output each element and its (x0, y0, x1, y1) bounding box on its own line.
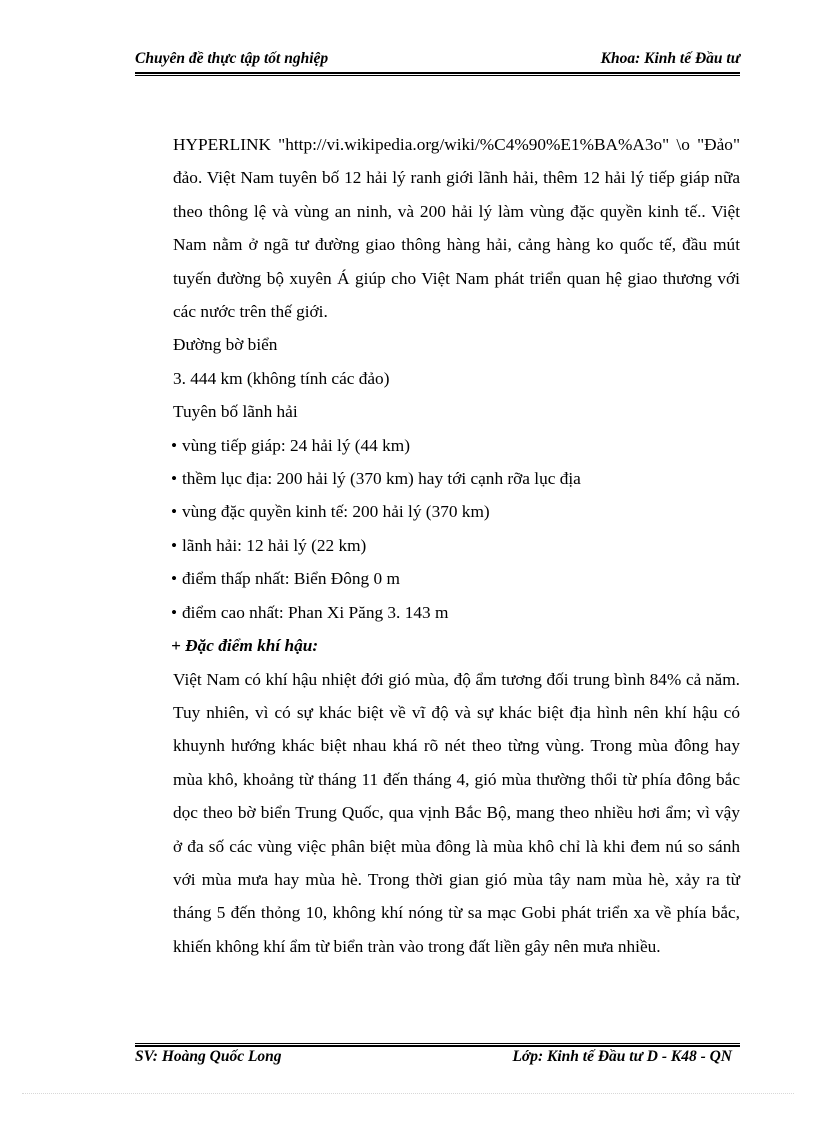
bullet-icon: • (171, 502, 178, 522)
list-item-text: vùng đặc quyền kinh tế: 200 hải lý (370 km) (182, 502, 490, 522)
climate-paragraph: Việt Nam có khí hậu nhiệt đới gió mùa, độ ẩm tương đối trung bình 84% cả năm. Tuy nhiên, vì có sự khác biệt về vĩ độ và sự khác biệt địa hình nên khí hậu có khuynh hướng khác biệt nhau khá rõ nét theo từng vùng. Trong mùa đông hay mùa khô, khoảng từ tháng 11 đến tháng 4, gió mùa thường thổi từ phía đông bắc dọc theo bờ biển Trung Quốc, qua vịnh Bắc Bộ, mang theo nhiều hơi ẩm; vì vậy ở đa số các vùng việc phân biệt mùa đông là mùa khô chỉ là khi đem nú so sánh với mùa mưa hay mùa hè. Trong thời gian gió mùa tây nam mùa hè, xảy ra từ tháng 5 đến thỏng 10, không khí nóng từ sa mạc Gobi phát triển xa về phía bắc, khiến không khí ẩm từ biển tràn vào trong đất liền gây nên mưa nhiều. (173, 669, 740, 956)
footer-student: SV: Hoàng Quốc Long (135, 1048, 282, 1065)
bullet-icon: • (171, 469, 178, 489)
page-footer (135, 1048, 740, 1070)
list-item (135, 596, 740, 629)
header-document-title: Chuyên đề thực tập tốt nghiệp (135, 50, 329, 67)
bullet-icon: • (171, 435, 178, 455)
list-item-text: điểm cao nhất: Phan Xi Păng 3. 143 m (182, 602, 449, 622)
list-item-text: điểm thấp nhất: Biển Đông 0 m (182, 569, 400, 589)
climate-heading: + Đặc điểm khí hậu: (171, 636, 319, 656)
list-item (135, 562, 740, 595)
list-item-text: thềm lục địa: 200 hải lý (370 km) hay tới cạnh rỡa lục địa (182, 469, 581, 489)
bullet-icon: • (171, 602, 178, 622)
coastline-value: 3. 444 km (không tính các đảo) (173, 368, 390, 388)
header-faculty: Khoa: Kinh tế Đầu tư (600, 50, 740, 67)
footer-class: Lớp: Kinh tế Đầu tư D - K48 - QN (512, 1048, 732, 1065)
coastline-label: Đường bờ biển (173, 335, 278, 355)
hyperlink-paragraph: HYPERLINK "http://vi.wikipedia.org/wiki/%C4%90%E1%BA%A3o" \o "Đảo" đảo. Việt Nam tuyên bố 12 hải lý ranh giới lãnh hải, thêm 12 hải lý tiếp giáp nữa theo thông lệ và vùng an ninh, và 200 hải lý làm vùng đặc quyền kinh tế.. Việt Nam nằm ở ngã tư đường giao thông hàng hải, cảng hàng ko quốc tế, đầu mút tuyến đường bộ xuyên Á giúp cho Việt Nam phát triển quan hệ giao thương với các nước trên thế giới. (173, 135, 740, 322)
footer-divider (135, 1043, 740, 1047)
document-body (135, 128, 740, 963)
bullet-icon: • (171, 569, 178, 589)
list-item-text: lãnh hải: 12 hải lý (22 km) (182, 535, 367, 555)
list-item (135, 429, 740, 462)
list-item (135, 462, 740, 495)
list-item (135, 495, 740, 528)
page-bottom-edge (22, 1093, 794, 1094)
page-header (135, 50, 740, 72)
list-item (135, 529, 740, 562)
bullet-icon: • (171, 535, 178, 555)
claims-label: Tuyên bố lãnh hải (173, 402, 298, 422)
list-item-text: vùng tiếp giáp: 24 hải lý (44 km) (182, 435, 410, 455)
header-divider (135, 72, 740, 76)
